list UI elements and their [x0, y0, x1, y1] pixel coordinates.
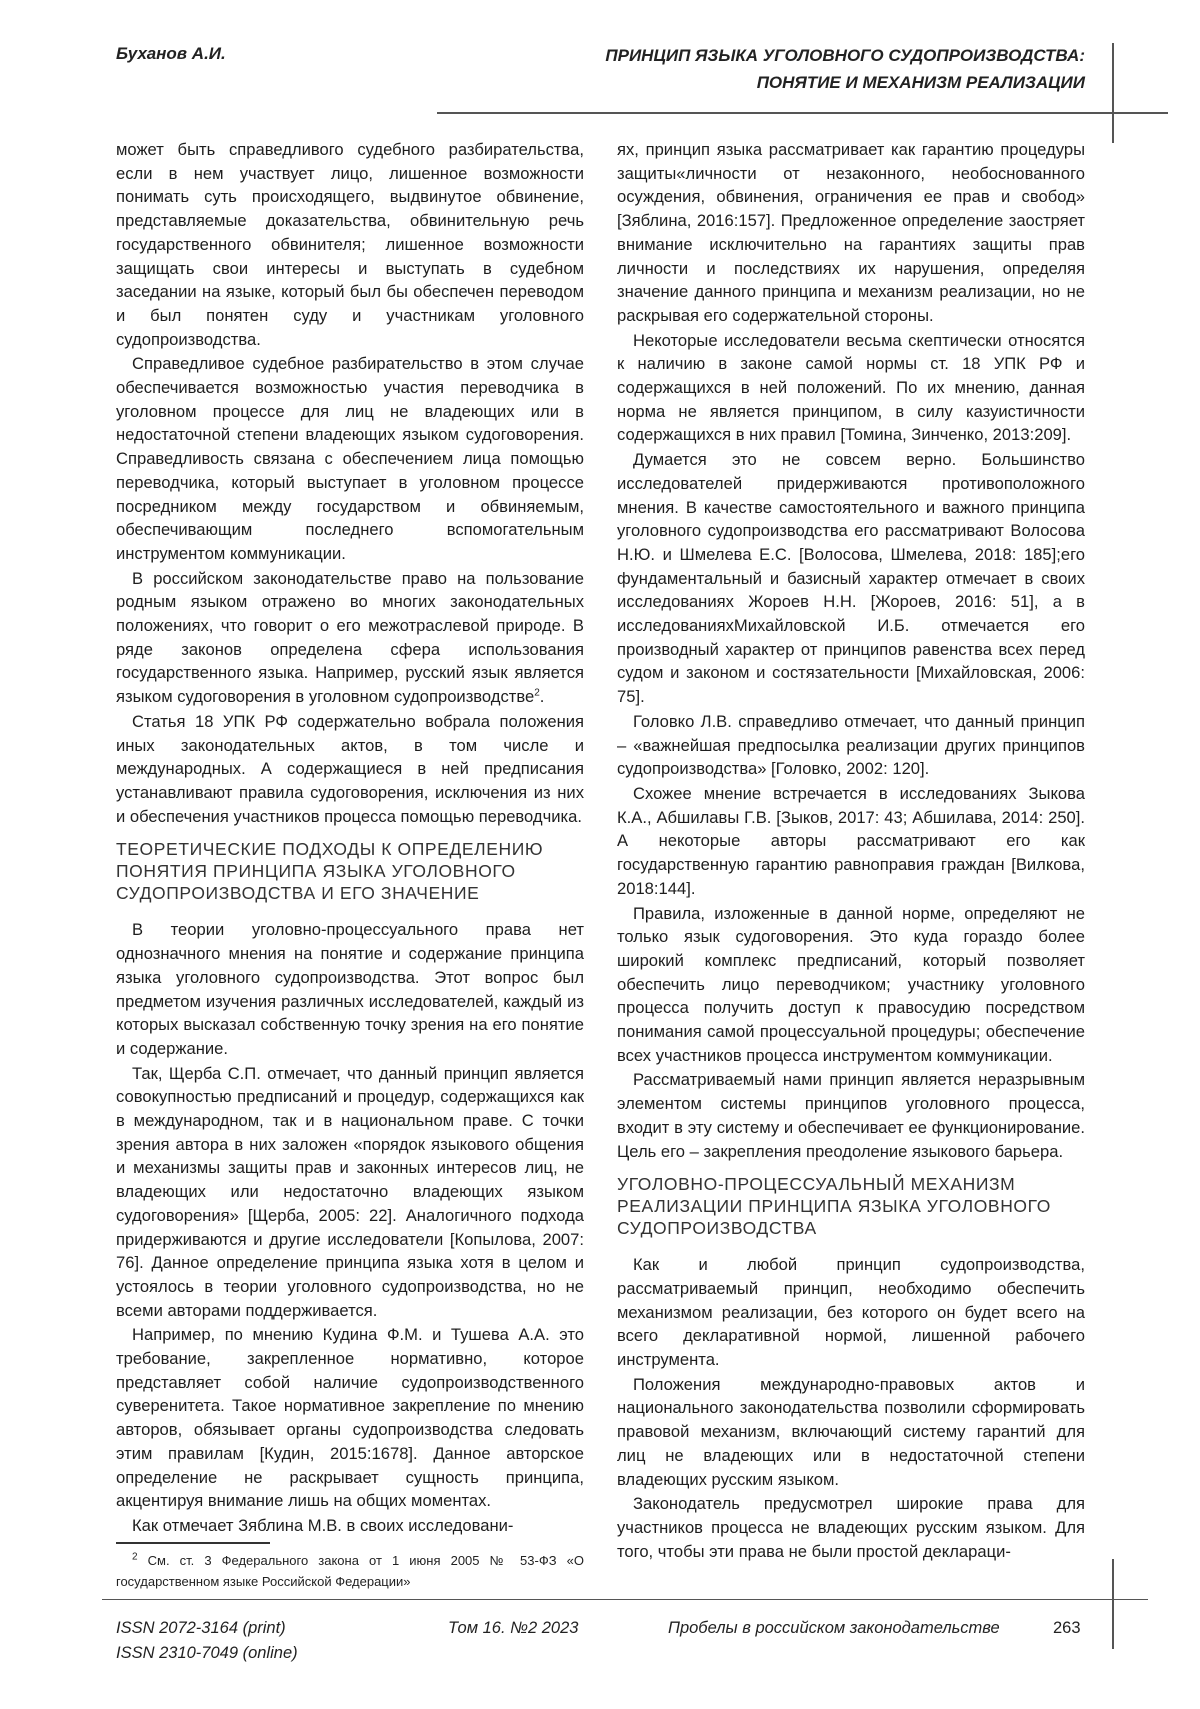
paragraph: Думается это не совсем верно. Большинство исследователей придерживаются противоположного мнения. В качестве самостоятельного и важного принципа уголовного судопроизводства его рассматривают Волосова Н.Ю. и Шмелева Е.С. [Волосова, Шмелева, 2018: 185];его фундаментальный и базисный характер отмечает в своих исследованиях Жороев Н.Н. [Жороев, 2016: 51], а в исследованияхМихайловской И.Б. отмечается его производный характер от принципов равенства всех перед судом и законом и состязательности [Михайловская, 2006: 75].: [617, 448, 1085, 709]
paragraph-text: В российском законодательстве право на пользование родным языком отражено во многих законодательных положениях, что говорит о его межотраслевой природе. В ряде законов определена сфера использования государственного языка. Например, русский язык является языком судоговорения в уголовном судопроизводстве: [116, 569, 584, 707]
footer-issn: [116, 1616, 298, 1666]
paragraph: Рассматриваемый нами принцип является неразрывным элементом системы принципов уголовного процесса, входит в эту систему и обеспечивает ее функционирование. Цель его – закрепления преодоление языкового барьера.: [617, 1068, 1085, 1163]
footer-journal: Пробелы в российском законодательстве: [668, 1616, 1000, 1641]
footnote-rule: [116, 1542, 270, 1544]
paragraph: В теории уголовно-процессуального права нет однозначного мнения на понятие и содержание принципа языка уголовного судопроизводства. Этот вопрос был предметом изучения различных исследователей, каждый из которых высказал собственную точку зрения на его понятие и содержание.: [116, 918, 584, 1060]
footnote: [116, 1550, 584, 1592]
paragraph: Справедливое судебное разбирательство в этом случае обеспечивается возможностью участия переводчика в уголовном процессе для лиц не владеющих или в недостаточной степени владеющих языком судоговорения. Справедливость связана с обеспечением лица помощью переводчика, который выступает в уголовном процессе посредником между государством и обвиняемым, обеспечивающим последнего вспомогательным инструментом коммуникации.: [116, 352, 584, 565]
running-header-title-line1: ПРИНЦИП ЯЗЫКА УГОЛОВНОГО СУДОПРОИЗВОДСТВА:: [605, 42, 1085, 69]
issn-online: ISSN 2310-7049 (online): [116, 1641, 298, 1666]
running-header-title-line2: ПОНЯТИЕ И МЕХАНИЗМ РЕАЛИЗАЦИИ: [605, 69, 1085, 96]
footnote-reference: 2: [534, 688, 540, 699]
paragraph: Законодатель предусмотрел широкие права для участников процесса не владеющих русским языком. Для того, чтобы эти права не были простой деклараци-: [617, 1492, 1085, 1563]
paragraph: Положения международно-правовых актов и национального законодательства позволили сформировать правовой механизм, включающий систему гарантий для лиц не владеющих или в недостаточной степени владеющих русским языком.: [617, 1373, 1085, 1492]
paragraph: Как и любой принцип судопроизводства, рассматриваемый принцип, необходимо обеспечить механизмом реализации, без которого он будет всего на всего декларативной нормой, лишенной рабочего инструмента.: [617, 1253, 1085, 1372]
section-heading: ТЕОРЕТИЧЕСКИЕ ПОДХОДЫ К ОПРЕДЕЛЕНИЮ ПОНЯТИЯ ПРИНЦИПА ЯЗЫКА УГОЛОВНОГО СУДОПРОИЗВОДСТВА И ЕГО ЗНАЧЕНИЕ: [116, 838, 584, 904]
paragraph: может быть справедливого судебного разбирательства, если в нем участвует лицо, лишенное возможности понимать суть происходящего, выдвинутое обвинение, представляемые доказательства, обвинительную речь государственного обвинителя; лишенное возможности защищать свои интересы и выступать в судебном заседании на языке, который был бы обеспечен переводом и был понятен суду и участникам уголовного судопроизводства.: [116, 138, 584, 351]
article-body: [116, 0, 1085, 1592]
paragraph-end: .: [540, 687, 545, 706]
footer-volume: Том 16. №2 2023: [448, 1616, 578, 1641]
footnote-text: См. ст. 3 Федерального закона от 1 июня 2005 № 53-ФЗ «О государственном языке Российской Федерации»: [116, 1553, 584, 1589]
paragraph: ях, принцип языка рассматривает как гарантию процедуры защиты«личности от незаконного, необоснованного осуждения, обвинения, ограничения ее прав и свобод» [Зяблина, 2016:157]. Предложенное определение заостряет внимание исключительно на гарантиях защиты прав личности и последствиях их нарушения, определяя значение данного принципа и механизм реализации, но не раскрывая его содержательной стороны.: [617, 138, 1085, 328]
paragraph: Схожее мнение встречается в исследованиях Зыкова К.А., Абшилавы Г.В. [Зыков, 2017: 43; Абшилава, 2014: 250]. А некоторые авторы рассматривают его как государственную гарантию равноправия граждан [Вилкова, 2018:144].: [617, 782, 1085, 901]
left-column: [116, 138, 584, 1592]
paragraph: Например, по мнению Кудина Ф.М. и Тушева А.А. это требование, закрепленное нормативно, которое представляет собой наличие судопроизводственного суверенитета. Такое нормативное закрепление по мнению авторов, обязывает органы судопроизводства следовать этим правилам [Кудин, 2015:1678]. Данное авторское определение не раскрывает сущность принципа, акцентируя внимание лишь на общих моментах.: [116, 1323, 584, 1513]
header-vertical-rule: [1112, 43, 1114, 143]
paragraph: Статья 18 УПК РФ содержательно вобрала положения иных законодательных актов, в том числе и международных. А содержащиеся в ней предписания устанавливают правила судоговорения, исключения из них и обеспечения участников процесса помощью переводчика.: [116, 710, 584, 829]
page-number: 263: [1053, 1616, 1081, 1641]
footer-vertical-rule: [1112, 1559, 1114, 1649]
section-heading: УГОЛОВНО-ПРОЦЕССУАЛЬНЫЙ МЕХАНИЗМ РЕАЛИЗАЦИИ ПРИНЦИПА ЯЗЫКА УГОЛОВНОГО СУДОПРОИЗВОДСТВА: [617, 1173, 1085, 1239]
paragraph: Правила, изложенные в данной норме, определяют не только язык судоговорения. Это куда гораздо более широкий комплекс предписаний, который позволяет обеспечить лицо переводчиком; участнику уголовного процесса получить доступ к правосудию посредством понимания самой процессуальной процедуры; обеспечение всех участников процесса инструментом коммуникации.: [617, 902, 1085, 1068]
paragraph: Так, Щерба С.П. отмечает, что данный принцип является совокупностью предписаний и процедур, содержащихся как в международном, так и в национальном праве. С точки зрения автора в них заложен «порядок языкового общения и механизмы защиты прав и законных интересов лиц, не владеющих или недостаточно владеющих языком судоговорения» [Щерба, 2005: 22]. Аналогичного подхода придерживаются и другие исследователи [Копылова, 2007: 76]. Данное определение принципа языка хотя в целом и устоялось в теории уголовного судопроизводства, но не всеми авторами поддерживается.: [116, 1062, 584, 1323]
paragraph: Некоторые исследователи весьма скептически относятся к наличию в законе самой нормы ст. 18 УПК РФ и содержащихся в ней положений. По их мнению, данная норма не является принципом, в силу казуистичности содержащихся в них правил [Томина, Зинченко, 2013:209].: [617, 329, 1085, 448]
right-column: [617, 138, 1085, 1564]
issn-print: ISSN 2072-3164 (print): [116, 1616, 298, 1641]
paragraph: [116, 567, 584, 709]
running-header-author: Буханов А.И.: [116, 44, 226, 64]
paragraph: Головко Л.В. справедливо отмечает, что данный принцип – «важнейшая предпосылка реализации других принципов судопроизводства» [Головко, 2002: 120].: [617, 710, 1085, 781]
footnote-mark: 2: [132, 1551, 138, 1562]
page-footer: [0, 1599, 1200, 1709]
paragraph: Как отмечает Зяблина М.В. в своих исследовани-: [116, 1514, 584, 1538]
footer-rule: [102, 1599, 1148, 1601]
